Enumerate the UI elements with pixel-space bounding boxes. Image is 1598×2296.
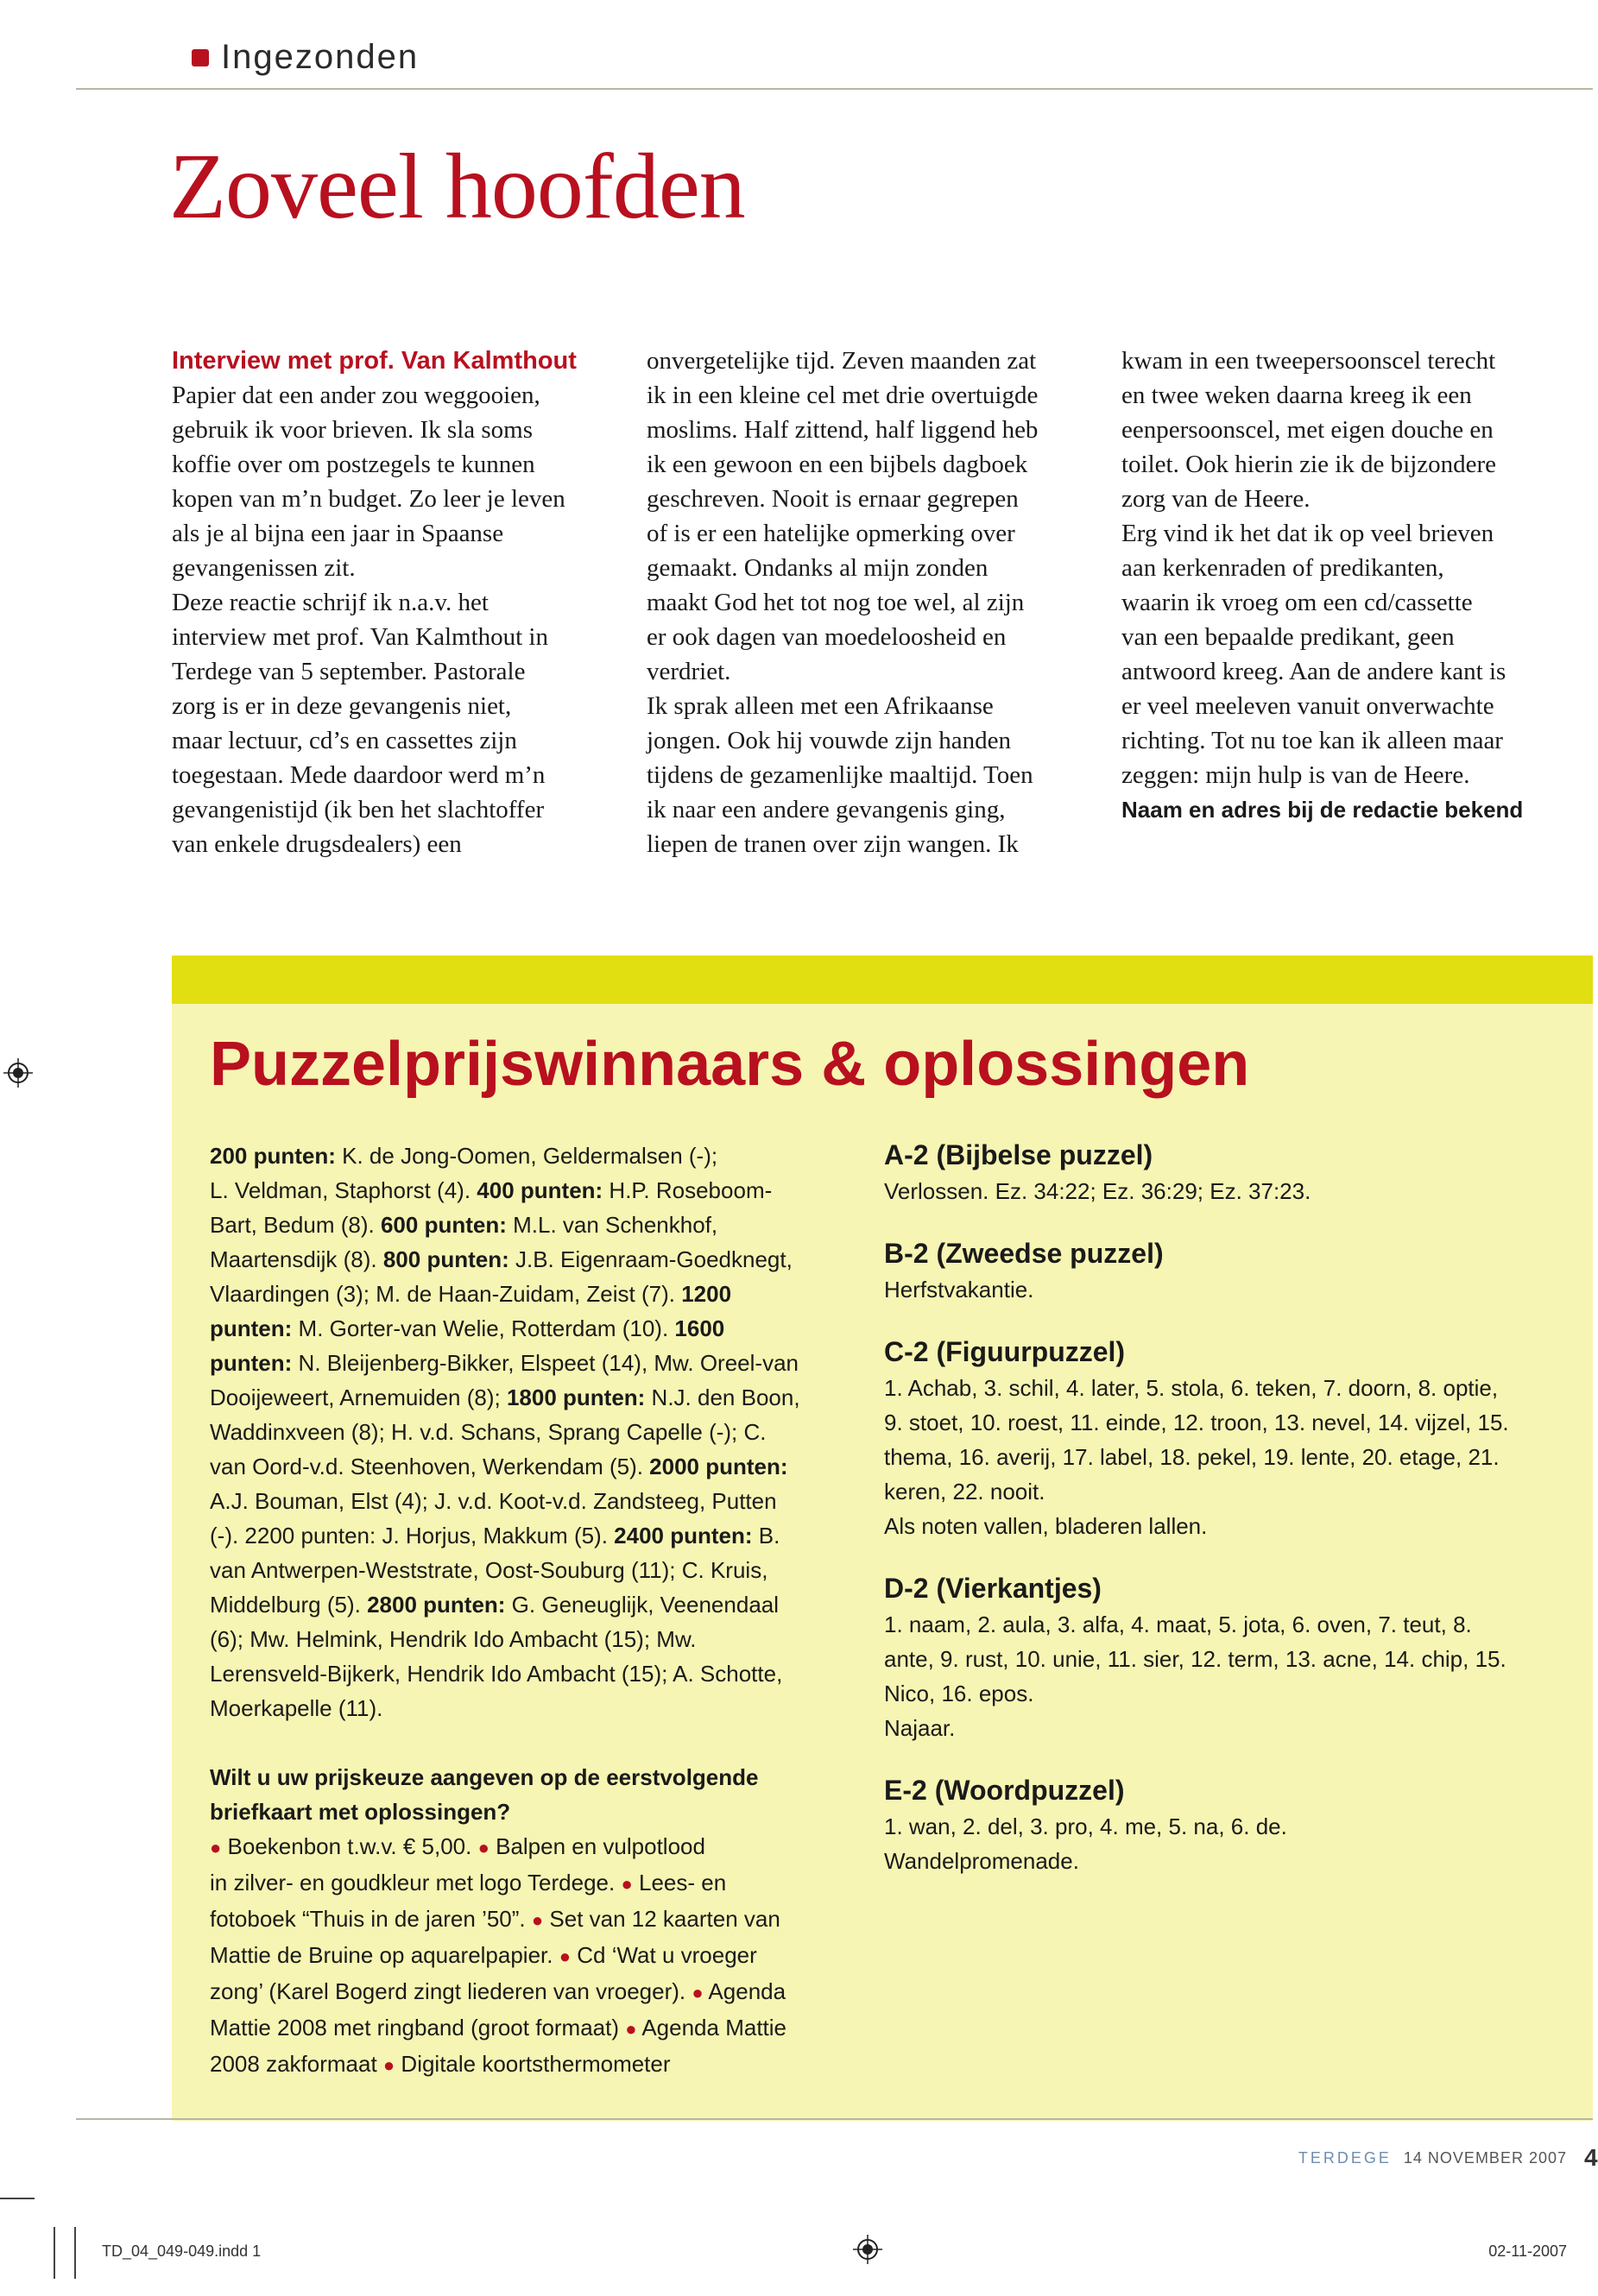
top-rule	[76, 88, 1593, 90]
letter-column-3	[1121, 344, 1557, 827]
solution-heading: B-2 (Zweedse puzzel)	[884, 1238, 1164, 1269]
bold-run: 600 punten:	[380, 1212, 507, 1238]
solution-line: 9. stoet, 10. roest, 11. einde, 12. troon, 13. nevel, 14. vijzel, 15.	[884, 1410, 1509, 1435]
bold-run: punten:	[210, 1350, 293, 1376]
text-line: waarin ik vroeg om een cd/cassette	[1121, 589, 1473, 616]
text-line: van een bepaalde predikant, geen	[1121, 623, 1455, 651]
text-line: Erg vind ik het dat ik op veel brieven	[1121, 520, 1494, 547]
letter-column-2	[647, 344, 1083, 861]
solution-line: Nico, 16. epos.	[884, 1681, 1034, 1706]
bold-run: punten:	[210, 1315, 293, 1341]
text-line	[210, 1865, 866, 1902]
text-run: (6); Mw. Helmink, Hendrik Ido Ambacht (15); Mw.	[210, 1626, 697, 1652]
registration-mark-icon	[853, 2235, 882, 2264]
text-run: M. Gorter-van Welie, Rotterdam (10).	[292, 1315, 675, 1341]
text-line	[210, 1311, 866, 1346]
headline: Zoveel hoofden	[169, 136, 745, 238]
text-line: gevangenissen zit.	[172, 554, 356, 582]
text-run: Boekenbon t.w.v. € 5,00.	[221, 1833, 478, 1859]
text-line: toegestaan. Mede daardoor werd m’n	[172, 761, 546, 789]
text-run: Maartensdijk (8).	[210, 1246, 383, 1272]
slug-date: 02-11-2007	[1488, 2242, 1567, 2260]
bullet-icon: ●	[625, 2018, 637, 2040]
text-line	[210, 1938, 866, 1974]
text-line: liepen de tranen over zijn wangen. Ik	[647, 830, 1019, 858]
text-run: 2008 zakformaat	[210, 2051, 383, 2077]
text-line: moslims. Half zittend, half liggend heb	[647, 416, 1039, 444]
text-run: van Oord-v.d. Steenhoven, Werkendam (5).	[210, 1454, 650, 1479]
text-run: Moerkapelle (11).	[210, 1695, 383, 1721]
text-run: G. Geneuglijk, Veenendaal	[505, 1592, 780, 1618]
text-line	[210, 1587, 866, 1622]
solution-line: Wandelpromenade.	[884, 1848, 1079, 1874]
text-run: Mattie de Bruine op aquarelpapier.	[210, 1942, 559, 1968]
text-line: er ook dagen van moedeloosheid en	[647, 623, 1007, 651]
text-line: er veel meeleven vanuit onverwachte	[1121, 692, 1494, 720]
bold-run: 400 punten:	[477, 1177, 603, 1203]
puzzle-title: Puzzelprijswinnaars & oplossingen	[210, 1030, 1250, 1099]
text-line	[210, 1277, 866, 1311]
text-line: koffie over om postzegels te kunnen	[172, 451, 535, 478]
solution-line: Herfstvakantie.	[884, 1277, 1034, 1303]
solution-line: Najaar.	[884, 1715, 956, 1741]
text-line	[210, 1553, 866, 1587]
solution-block	[884, 1771, 1575, 1878]
bullet-icon: ●	[531, 1909, 544, 1931]
winners-list	[210, 1139, 866, 1725]
solution-block	[884, 1333, 1575, 1543]
text-run: van Antwerpen-Weststrate, Oost-Souburg (11); C. Kruis,	[210, 1557, 768, 1583]
solution-line: 1. naam, 2. aula, 3. alfa, 4. maat, 5. jota, 6. oven, 7. teut, 8.	[884, 1612, 1472, 1637]
footer-magazine: TERDEGE	[1298, 2149, 1392, 2167]
text-line: geschreven. Nooit is ernaar gegrepen	[647, 485, 1019, 513]
text-run: (-). 2200 punten: J. Horjus, Makkum (5).	[210, 1523, 615, 1549]
bold-run: 1200	[681, 1281, 732, 1307]
crop-mark	[74, 2227, 76, 2279]
text-line: richting. Tot nu toe kan ik alleen maar	[1121, 727, 1503, 754]
text-run: Waddinxveen (8); H. v.d. Schans, Sprang Capelle (-); C.	[210, 1419, 767, 1445]
solution-block	[884, 1234, 1575, 1307]
bold-run: 2400 punten:	[614, 1523, 753, 1549]
solutions-list	[884, 1136, 1575, 1878]
text-line: als je al bijna een jaar in Spaanse	[172, 520, 504, 547]
text-line	[210, 1449, 866, 1484]
letter-col3-lines	[1121, 344, 1557, 792]
solution-heading: D-2 (Vierkantjes)	[884, 1573, 1102, 1604]
text-run: Bart, Bedum (8).	[210, 1212, 381, 1238]
text-line: gevangenistijd (ik ben het slachtoffer	[172, 796, 545, 823]
text-line	[210, 1829, 866, 1865]
text-line: Ik sprak alleen met een Afrikaanse	[647, 692, 994, 720]
text-line: of is er een hatelijke opmerking over	[647, 520, 1015, 547]
text-line	[210, 1242, 866, 1277]
text-line: van enkele drugsdealers) een	[172, 830, 462, 858]
bold-run: 2800 punten:	[367, 1592, 506, 1618]
text-line	[210, 1518, 866, 1553]
page-number: 4	[1584, 2144, 1598, 2171]
text-line	[210, 1208, 866, 1242]
text-run: Lerensveld-Bijkerk, Hendrik Ido Ambacht (15); A. Schotte,	[210, 1661, 783, 1687]
text-line: jongen. Ook hij vouwde zijn handen	[647, 727, 1012, 754]
bold-run: 2000 punten:	[649, 1454, 788, 1479]
text-line	[210, 1380, 866, 1415]
slug-filename: TD_04_049-049.indd 1	[102, 2242, 262, 2260]
text-run: Vlaardingen (3); M. de Haan-Zuidam, Zeist (7).	[210, 1281, 682, 1307]
text-line: zorg van de Heere.	[1121, 485, 1311, 513]
text-run: H.P. Roseboom-	[603, 1177, 773, 1203]
text-run: Lees- en	[632, 1870, 727, 1895]
section-marker-icon	[192, 49, 209, 66]
text-line	[210, 1656, 866, 1691]
text-line: en twee weken daarna kreeg ik een	[1121, 382, 1472, 409]
text-run: L. Veldman, Staphorst (4).	[210, 1177, 477, 1203]
text-line: Deze reactie schrijf ik n.a.v. het	[172, 589, 489, 616]
letter-subhead: Interview met prof. Van Kalmthout	[172, 347, 577, 375]
text-line: Terdege van 5 september. Pastorale	[172, 658, 526, 685]
text-line	[210, 1902, 866, 1938]
bullet-icon: ●	[210, 1837, 222, 1858]
text-line: tijdens de gezamenlijke maaltijd. Toen	[647, 761, 1033, 789]
solution-heading: A-2 (Bijbelse puzzel)	[884, 1139, 1153, 1170]
text-line: kwam in een tweepersoonscel terecht	[1121, 347, 1496, 375]
bullet-icon: ●	[477, 1837, 490, 1858]
text-line	[210, 2010, 866, 2047]
letter-col2-lines	[647, 344, 1083, 861]
text-line: antwoord kreeg. Aan de andere kant is	[1121, 658, 1506, 685]
bold-run: 1800 punten:	[506, 1385, 646, 1410]
solution-heading: C-2 (Figuurpuzzel)	[884, 1336, 1126, 1367]
text-line	[210, 1415, 866, 1449]
section-label: Ingezonden	[221, 38, 420, 76]
text-line: gemaakt. Ondanks al mijn zonden	[647, 554, 988, 582]
bold-run: 1600	[674, 1315, 725, 1341]
letter-col1-lines	[172, 378, 608, 861]
text-run: Digitale koortsthermometer	[395, 2051, 671, 2077]
bottom-rule	[76, 2118, 1593, 2120]
text-line	[210, 1622, 866, 1656]
text-run: A.J. Bouman, Elst (4); J. v.d. Koot-v.d. Zandsteeg, Putten	[210, 1488, 777, 1514]
text-run: K. de Jong-Oomen, Geldermalsen (-);	[335, 1143, 718, 1169]
text-run: Agenda Mattie	[636, 2015, 787, 2041]
text-line: ik naar een andere gevangenis ging,	[647, 796, 1006, 823]
letter-column-1	[172, 344, 608, 861]
footer-date: 14 NOVEMBER 2007	[1403, 2149, 1567, 2167]
text-run: Cd ‘Wat u vroeger	[571, 1942, 757, 1968]
text-line	[210, 1346, 866, 1380]
text-line: maar lectuur, cd’s en cassettes zijn	[172, 727, 517, 754]
text-line	[210, 2047, 866, 2083]
text-line: ik in een kleine cel met drie overtuigde	[647, 382, 1039, 409]
bullet-icon: ●	[621, 1873, 633, 1895]
text-line: gebruik ik voor brieven. Ik sla soms	[172, 416, 534, 444]
text-run: M.L. van Schenkhof,	[506, 1212, 718, 1238]
puzzle-winners-column	[210, 1139, 866, 2083]
crop-mark	[0, 2198, 35, 2199]
text-run: Set van 12 kaarten van	[543, 1906, 780, 1932]
text-line	[210, 1484, 866, 1518]
text-line	[210, 1691, 866, 1725]
text-run: Dooijeweert, Arnemuiden (8);	[210, 1385, 507, 1410]
text-run: J.B. Eigenraam-Goedknegt,	[508, 1246, 793, 1272]
bullet-icon: ●	[382, 2054, 395, 2076]
text-line: maakt God het tot nog toe wel, al zijn	[647, 589, 1025, 616]
solution-line: Als noten vallen, bladeren lallen.	[884, 1513, 1208, 1539]
solution-block	[884, 1569, 1575, 1745]
text-line: onvergetelijke tijd. Zeven maanden zat	[647, 347, 1037, 375]
text-run: N.J. den Boon,	[645, 1385, 800, 1410]
text-line: Wilt u uw prijskeuze aangeven op de eerstvolgende	[210, 1764, 759, 1790]
prize-question	[210, 1760, 866, 1829]
puzzle-box-band	[172, 956, 1593, 1004]
solution-heading: E-2 (Woordpuzzel)	[884, 1775, 1125, 1806]
text-line: interview met prof. Van Kalmthout in	[172, 623, 548, 651]
section-tag	[192, 38, 419, 77]
text-line: Papier dat een ander zou weggooien,	[172, 382, 540, 409]
text-line: aan kerkenraden of predikanten,	[1121, 554, 1444, 582]
text-line	[210, 1974, 866, 2010]
bullet-icon: ●	[559, 1946, 572, 1967]
solution-line: Verlossen. Ez. 34:22; Ez. 36:29; Ez. 37:23.	[884, 1178, 1311, 1204]
solution-line: 1. wan, 2. del, 3. pro, 4. me, 5. na, 6. de.	[884, 1813, 1287, 1839]
text-run: fotoboek “Thuis in de jaren ’50”.	[210, 1906, 532, 1932]
text-line: briefkaart met oplossingen?	[210, 1799, 511, 1825]
text-line	[210, 1139, 866, 1173]
text-line: eenpersoonscel, met eigen douche en	[1121, 416, 1494, 444]
bold-run: 800 punten:	[382, 1246, 509, 1272]
page-footer	[1298, 2149, 1567, 2167]
text-run: B.	[752, 1523, 780, 1549]
text-run: Agenda	[703, 1978, 786, 2004]
text-line: toilet. Ook hierin zie ik de bijzondere	[1121, 451, 1497, 478]
text-run: N. Bleijenberg-Bikker, Elspeet (14), Mw. Oreel-van	[292, 1350, 799, 1376]
bold-run: 200 punten:	[210, 1143, 336, 1169]
solution-line: keren, 22. nooit.	[884, 1479, 1045, 1504]
solution-block	[884, 1136, 1575, 1208]
text-run: Mattie 2008 met ringband (groot formaat)	[210, 2015, 626, 2041]
text-line: kopen van m’n budget. Zo leer je leven	[172, 485, 565, 513]
text-line	[210, 1173, 866, 1208]
text-line: zeggen: mijn hulp is van de Heere.	[1121, 761, 1470, 789]
solution-line: ante, 9. rust, 10. unie, 11. sier, 12. term, 13. acne, 14. chip, 15.	[884, 1646, 1506, 1672]
text-line: ik een gewoon en een bijbels dagboek	[647, 451, 1028, 478]
bullet-icon: ●	[692, 1982, 704, 2003]
letter-signature: Naam en adres bij de redactie bekend	[1121, 797, 1524, 823]
text-run: Middelburg (5).	[210, 1592, 368, 1618]
crop-mark	[54, 2227, 55, 2279]
registration-mark-icon	[3, 1058, 33, 1088]
solution-line: 1. Achab, 3. schil, 4. later, 5. stola, 6. teken, 7. doorn, 8. optie,	[884, 1375, 1499, 1401]
solution-line: thema, 16. averij, 17. label, 18. pekel, 19. lente, 20. etage, 21.	[884, 1444, 1500, 1470]
puzzle-solutions-column	[884, 1136, 1575, 1904]
text-run: in zilver- en goudkleur met logo Terdege.	[210, 1870, 622, 1895]
text-line: verdriet.	[647, 658, 731, 685]
prize-options	[210, 1829, 866, 2083]
text-line: zorg is er in deze gevangenis niet,	[172, 692, 512, 720]
text-run: Balpen en vulpotlood	[489, 1833, 705, 1859]
text-run: zong’ (Karel Bogerd zingt liederen van vroeger).	[210, 1978, 692, 2004]
